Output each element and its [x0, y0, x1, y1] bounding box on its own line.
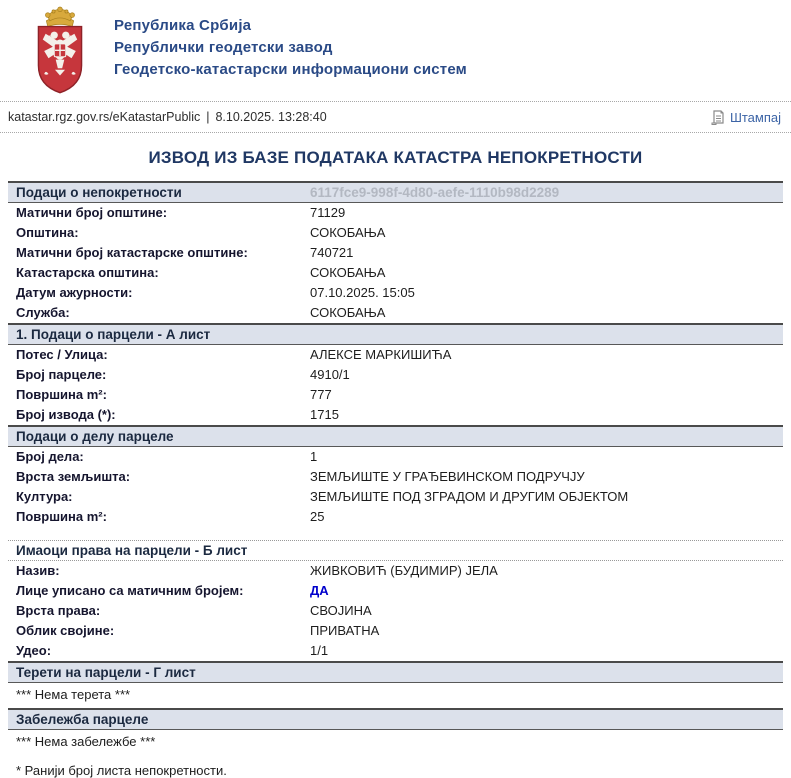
row-value: 777	[310, 387, 332, 402]
footnote-text: * Ранији број листа непокретности.	[16, 763, 227, 778]
row-value: 1/1	[310, 643, 329, 658]
table-row	[8, 203, 783, 223]
no-encumbrances-message: *** Нема терета ***	[16, 687, 131, 702]
meta-bar	[0, 101, 791, 133]
section-header-parcel-part	[8, 425, 783, 447]
row-value: ПРИВАТНА	[310, 623, 380, 638]
table-row	[8, 447, 783, 467]
brand-line-agency: Републички геодетски завод	[114, 39, 333, 56]
row-value: 1715	[310, 407, 339, 422]
row-label: Број дела:	[16, 449, 84, 464]
table-row	[8, 283, 783, 303]
row-value: СОКОБАЊА	[310, 225, 386, 240]
no-annotation-message: *** Нема забележбе ***	[16, 734, 156, 749]
report-content	[0, 181, 791, 778]
table-row	[8, 303, 783, 323]
row-value: ЖИВКОВИЋ (БУДИМИР) ЈЕЛА	[310, 563, 498, 578]
row-label: Служба:	[16, 305, 70, 320]
serbia-coat-of-arms-icon	[24, 5, 96, 97]
section-header-annotation	[8, 708, 783, 730]
row-label: Врста права:	[16, 603, 101, 618]
brand-text-block	[114, 5, 467, 81]
table-row	[8, 621, 783, 641]
row-label: Култура:	[16, 489, 73, 504]
row-label: Катастарска општина:	[16, 265, 159, 280]
meta-separator: |	[206, 110, 210, 124]
table-row	[8, 641, 783, 661]
row-value: СОКОБАЊА	[310, 265, 386, 280]
brand-header	[0, 0, 791, 101]
print-button[interactable]	[711, 110, 781, 125]
page-title: ИЗВОД ИЗ БАЗЕ ПОДАТАКА КАТАСТРА НЕПОКРЕТНОСТИ	[148, 148, 643, 167]
row-label: Површина m²:	[16, 387, 107, 402]
table-row	[8, 365, 783, 385]
row-value: 740721	[310, 245, 354, 260]
section-title: Подаци о делу парцеле	[16, 429, 174, 444]
table-row	[8, 405, 783, 425]
print-button-label: Штампај	[729, 109, 781, 125]
row-label: Матични број катастарске општине:	[16, 245, 248, 260]
table-row	[8, 263, 783, 283]
section-title: Имаоци права на парцели - Б лист	[16, 543, 248, 558]
row-value: СВОЈИНА	[310, 603, 372, 618]
table-row	[8, 385, 783, 405]
table-row	[8, 243, 783, 263]
row-label: Број извода (*):	[16, 407, 116, 422]
row-value: 71129	[310, 205, 346, 220]
brand-line-country: Република Србија	[114, 17, 252, 34]
section-title: Подаци о непокретности	[16, 185, 182, 200]
property-uuid-badge: 6117fce9-998f-4d80-aefe-1110b98d2289	[310, 185, 560, 200]
section-title: Забележба парцеле	[16, 712, 149, 727]
report-timestamp: 8.10.2025. 13:28:40	[215, 110, 327, 124]
section-header-property	[8, 181, 783, 203]
section-header-rights-b	[8, 540, 783, 561]
table-row	[8, 467, 783, 487]
table-row	[8, 223, 783, 243]
row-label: Удео:	[16, 643, 52, 658]
table-row	[8, 581, 783, 601]
source-and-timestamp	[8, 110, 327, 124]
row-value: 1	[310, 449, 318, 464]
person-registered-yes-link[interactable]: ДА	[310, 583, 329, 598]
row-label: Назив:	[16, 563, 60, 578]
row-value: 25	[310, 509, 325, 524]
row-label: Број парцеле:	[16, 367, 107, 382]
row-label: Облик својине:	[16, 623, 115, 638]
table-row	[8, 561, 783, 581]
row-label: Датум ажурности:	[16, 285, 133, 300]
brand-line-system: Геодетско-катастарски информациони систем	[114, 61, 467, 78]
table-row	[8, 507, 783, 527]
section-title: Терети на парцели - Г лист	[16, 665, 196, 680]
row-label: Површина m²:	[16, 509, 107, 524]
section-title: 1. Подаци о парцели - А лист	[16, 327, 211, 342]
row-value: 4910/1	[310, 367, 350, 382]
table-row	[8, 345, 783, 365]
row-value: СОКОБАЊА	[310, 305, 386, 320]
printer-icon	[711, 110, 725, 125]
row-label: Матични број општине:	[16, 205, 168, 220]
row-value: АЛЕКСЕ МАРКИШИЋА	[310, 347, 452, 362]
table-row	[8, 487, 783, 507]
row-value: ЗЕМЉИШТЕ У ГРАЂЕВИНСКОМ ПОДРУЧЈУ	[310, 469, 585, 484]
section-header-parcel-a	[8, 323, 783, 345]
row-label: Врста земљишта:	[16, 469, 131, 484]
row-value: 07.10.2025. 15:05	[310, 285, 415, 300]
row-label: Потес / Улица:	[16, 347, 108, 362]
table-row	[8, 601, 783, 621]
section-header-encumbrances-g	[8, 661, 783, 683]
row-value: ЗЕМЉИШТЕ ПОД ЗГРАДОМ И ДРУГИМ ОБЈЕКТОМ	[310, 489, 629, 504]
row-label: Општина:	[16, 225, 79, 240]
source-url-text: katastar.rgz.gov.rs/eKatastarPublic	[8, 110, 201, 124]
row-label: Лице уписано са матичним бројем:	[16, 583, 244, 598]
